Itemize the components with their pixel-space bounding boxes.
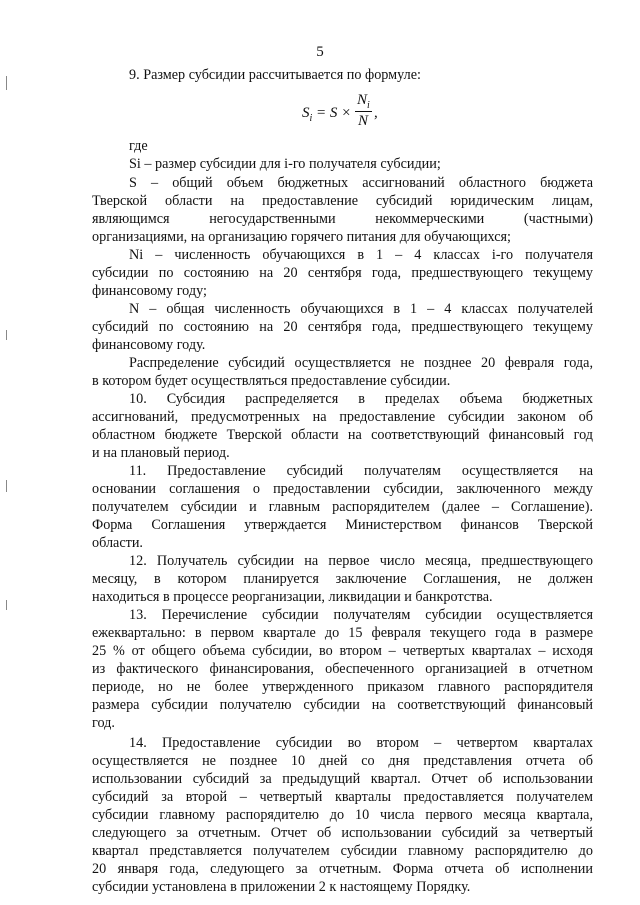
paragraph-line: из фактического финансирования, обеспеченного организацией в отчетном [92,661,593,677]
paragraph-line: субсидии установлена в приложении 2 к настоящему Порядку. [92,879,471,895]
paragraph-line: субсидии по состоянию на 20 сентября года, предшествующего текущему [92,265,593,281]
paragraph-line: субсидий по состоянию на 20 сентября года, предшествующего текущему [92,319,593,335]
paragraph-line: размера субсидии получателю субсидии на соответствующий финансовый [92,697,593,713]
paragraph-line: S – общий объем бюджетных ассигнований областного бюджета [129,175,593,191]
paragraph-line: следующего за отчетным. Отчет об использовании субсидий за четвертый [92,825,593,841]
formula-lhs: $S_i = S$ × [302,105,352,124]
paragraph-line: Si – размер субсидии для i-го получателя субсидии; [129,156,441,172]
paragraph-line: являющимся негосударственными некоммерческими (частными) [92,211,593,227]
paragraph-line: год. [92,715,115,731]
paragraph-line: и на плановый период. [92,445,230,461]
paragraph-line: квартал представляется получателем субсидии главному распорядителю до [92,843,593,859]
paragraph-line: где [129,138,148,154]
paragraph-line: областном бюджете Тверской области на соответствующий финансовый год [92,427,593,443]
paragraph-line: находиться в процессе реорганизации, ликвидации и банкротства. [92,589,493,605]
paragraph-line: финансовому году; [92,283,207,299]
paragraph-line: 14. Предоставление субсидии во втором – четвертом кварталах [129,735,593,751]
paragraph-line: 12. Получатель субсидии на первое число месяца, предшествующего [129,553,593,569]
paragraph-line: 9. Размер субсидии рассчитывается по формуле: [129,67,421,83]
paragraph-line: области. [92,535,143,551]
paragraph-line: 25 % от общего объема субсидии, во втором – четвертых кварталах – исходя [92,643,593,659]
paragraph-line: получателем субсидии и главным распорядителем (далее – Соглашение). [92,499,593,515]
formula [300,92,390,136]
margin-mark [6,76,7,90]
paragraph-line: основании соглашения о предоставлении субсидии, заключенного между [92,481,593,497]
paragraph-line: субсидии главному распорядителю до 10 числа первого месяца квартала, [92,807,593,823]
paragraph-line: финансовому году. [92,337,206,353]
paragraph-line: 11. Предоставление субсидий получателям осуществляется на [129,463,593,479]
paragraph-line: ежеквартально: в первом квартале до 15 февраля текущего года в размере [92,625,593,641]
paragraph-line: осуществляется не позднее 10 дней со дня представления отчета об [92,753,593,769]
margin-mark [6,600,7,610]
paragraph-line: 13. Перечисление субсидии получателям субсидии осуществляется [129,607,593,623]
paragraph-line: в котором будет осуществляться предоставление субсидии. [92,373,451,389]
margin-mark [6,330,7,340]
formula-numerator: $N_i$ [357,92,370,111]
margin-mark [6,480,7,492]
paragraph-line: N – общая численность обучающихся в 1 – 4 классах получателей [129,301,593,317]
paragraph-line: организациями, на организацию горячего питания для обучающихся; [92,229,511,245]
paragraph-line: Ni – численность обучающихся в 1 – 4 классах i-го получателя [129,247,593,263]
formula-comma: , [374,105,378,121]
paragraph-line: субсидий за второй – четвертый кварталы предоставляется получателем [92,789,593,805]
paragraph-line: Тверской области на предоставление субсидий юридическим лицам, [92,193,593,209]
formula-denominator: N [358,113,369,129]
paragraph-line: использовании субсидий за предыдущий квартал. Отчет об использовании [92,771,593,787]
paragraph-line: Форма Соглашения утверждается Министерством финансов Тверской [92,517,593,533]
paragraph-line: 20 января года, следующего за отчетным. Форма отчета об исполнении [92,861,593,877]
paragraph-line: месяцу, в котором планируется заключение Соглашения, не должен [92,571,593,587]
paragraph-line: Распределение субсидий осуществляется не позднее 20 февраля года, [129,355,593,371]
paragraph-line: ассигнований, предусмотренных на предоставление субсидии законом об [92,409,593,425]
page-number: 5 [316,44,324,60]
paragraph-line: периоде, но не более утвержденного приказом главного распорядителя [92,679,593,695]
paragraph-line: 10. Субсидия распределяется в пределах объема бюджетных [129,391,593,407]
